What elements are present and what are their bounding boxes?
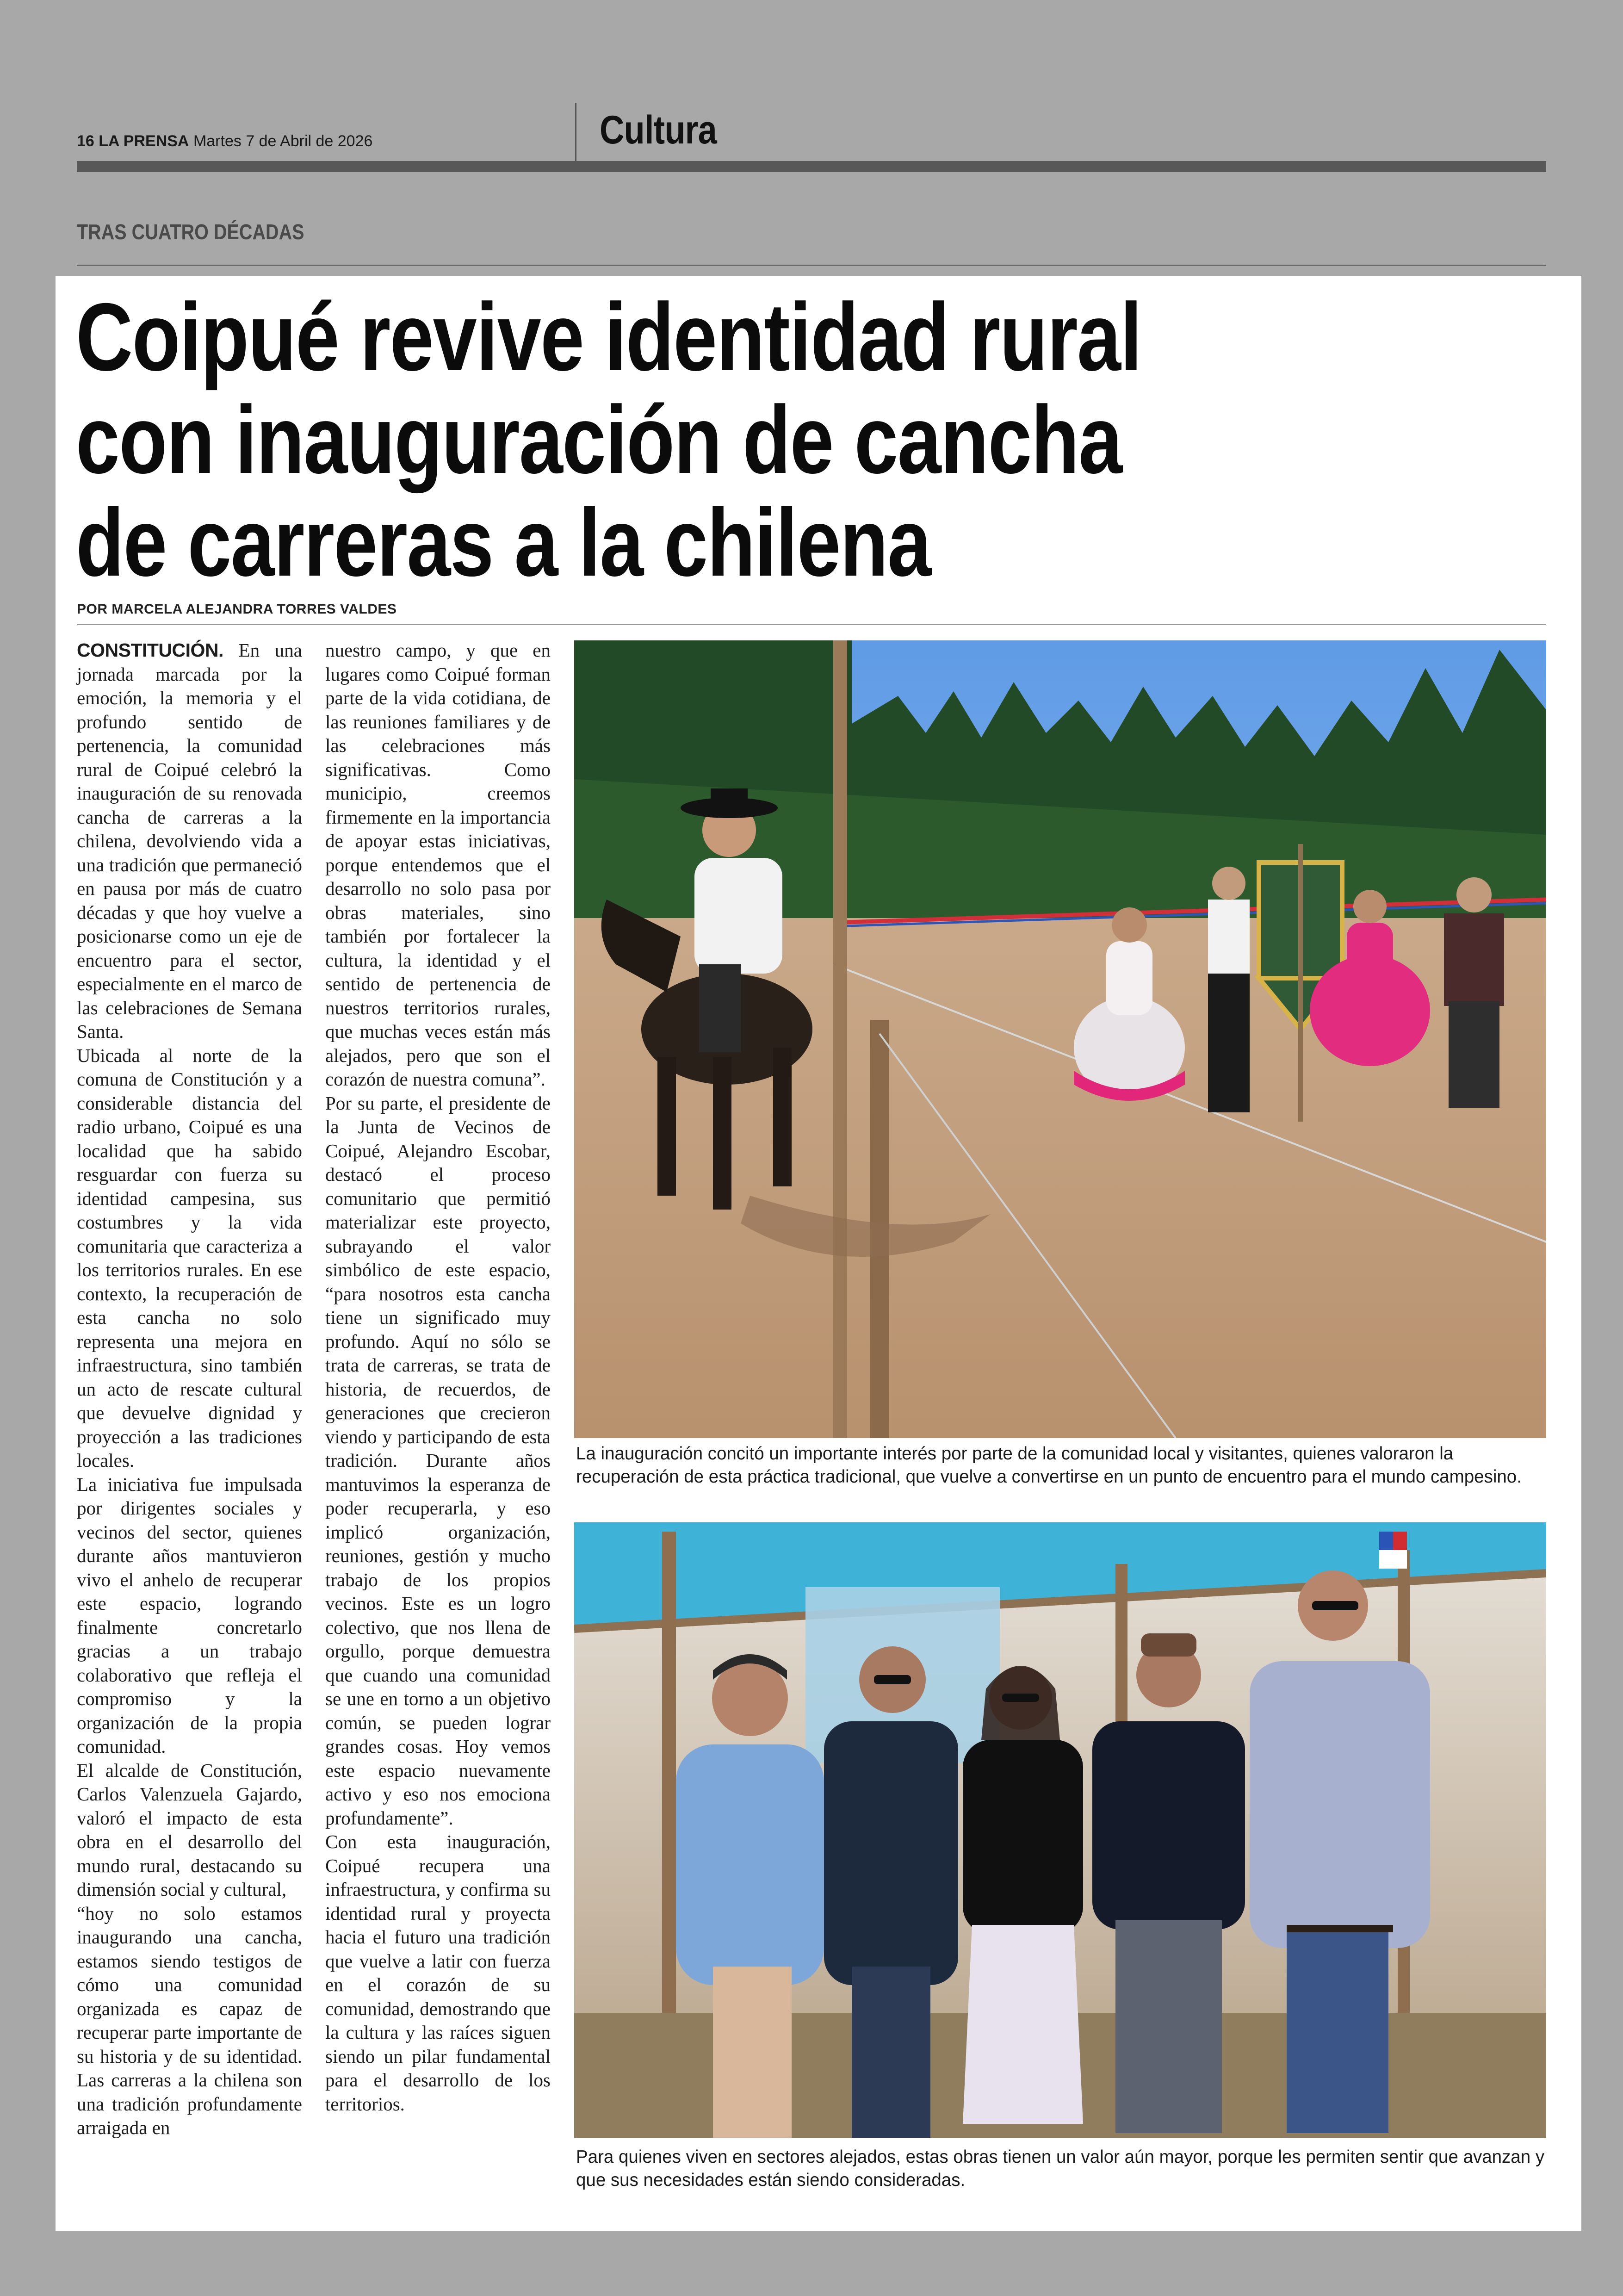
issue-date: Martes 7 de Abril de 2026 [193,132,373,150]
publication-name: LA PRENSA [99,132,189,150]
dateline: CONSTITUCIÓN. [77,639,223,661]
page-header-left [77,132,372,150]
headline-line: con inauguración de cancha [76,386,1122,494]
byline-rule [77,624,1546,625]
header-divider [575,103,576,162]
photo-caption: La inauguración concitó un importante interés por parte de la comunidad local y visitantes, quienes valoraron la recuperación de esta práctica tradicional, que vuelve a convertirse en un punto de encuentro para el mundo campesino. [576,1444,1522,1487]
headline-line: Coipué revive identidad rural [76,284,1141,391]
body-paragraph: Ubicada al norte de la comuna de Constitución y a considerable distancia del radio urbano, Coipué es una localidad que ha sabido resguardar con fuerza su identidad campesina, sus costumbres y la vida comunitaria que caracteriza a los territorios rurales. En ese contexto, la recuperación de esta cancha no solo representa una mejora en infraestructura, sino también un acto de rescate cultural que devuelve dignidad y proyección a las tradiciones locales. [77,1044,302,1471]
body-paragraph: Por su parte, el presidente de la Junta de Vecinos de Coipué, Alejandro Escobar, destacó el proceso comunitario que permitió materializar este proyecto, subrayando el valor simbólico de este espacio, “para nosotros esta cancha tiene un significado muy profundo. Aquí no sólo se trata de carreras, se trata de historia, de recuerdos, de generaciones que crecieron viendo y participando de esta tradición. Durante años mantuvimos la esperanza de poder recuperarla, y eso implicó organización, reuniones, gestión y mucho trabajo de los propios vecinos. Este es un logro colectivo, que nos llena de orgullo, porque demuestra que cuando una comunidad se une en torno a un objetivo común, se pueden lograr grandes cosas. Hoy vemos este espacio nuevamente activo y eso nos emociona profundamente”. [325,1092,551,1829]
kicker-rule [77,265,1546,266]
page-number: 16 [77,132,94,150]
body-paragraph: CONSTITUCIÓN. En una jornada marcada por la emoción, la memoria y el profundo sentido de pertenencia, la comunidad rural de Coipué celebró la inauguración de su renovada cancha de carreras a la chilena, devolviendo vida a una tradición que permaneció en pausa por más de cuatro décadas y que hoy vuelve a posicionarse como un eje de encuentro para el sector, especialmente en el marco de las celebraciones de Semana Santa. [77,639,302,1042]
photo-caption: Para quienes viven en sectores alejados, estas obras tienen un valor aún mayor, porque les permiten sentir que avanzan y que sus necesidades están siendo consideradas. [576,2147,1545,2190]
text-column-1 [77,639,302,2140]
body-paragraph: La iniciativa fue impulsada por dirigentes sociales y vecinos del sector, quienes durante años mantuvieron vivo el anhelo de recuperar este espacio, logrando finalmente concretarlo gracias a un trabajo colaborativo que refleja el compromiso y la organización de la propia comunidad. [77,1473,302,1757]
body-paragraph: El alcalde de Constitución, Carlos Valenzuela Gajardo, valoró el impacto de esta obra en el desarrollo del mundo rural, destacando su dimensión social y cultural, [77,1759,302,1900]
body-paragraph: nuestro campo, y que en lugares como Coipué forman parte de la vida cotidiana, de las reuniones familiares y de las celebraciones más significativas. Como municipio, creemos firmemente en la importancia de apoyar estas iniciativas, porque entendemos que el desarrollo no solo pasa por obras materiales, sino también por fortalecer la cultura, la identidad y el sentido de pertenencia de nuestros territorios rurales, que muchas veces están más alejados, pero que son el corazón de nuestra comuna”. [325,639,551,1090]
headline-line: de carreras a la chilena [76,489,931,596]
article-headline [76,286,1176,594]
section-name: Cultura [600,108,717,152]
text-column-2 [325,639,551,2116]
body-paragraph: “hoy no solo estamos inaugurando una cancha, estamos siendo testigos de cómo una comunidad organizada es capaz de recuperar parte importante de su historia y de su identidad. Las carreras a la chilena son una tradición profundamente arraigada en [77,1902,302,2138]
body-paragraph: Con esta inauguración, Coipué recupera una infraestructura, y confirma su identidad rural y proyecta hacia el futuro una tradición que vuelve a latir con fuerza en el corazón de su comunidad, demostrando que la cultura y las raíces siguen siendo un pilar fundamental para el desarrollo de los territorios. [325,1831,551,2115]
photo-group-authorities [574,1522,1546,2138]
article-kicker: TRAS CUATRO DÉCADAS [77,220,304,244]
photo-inauguration-track [574,640,1546,1438]
header-bar [77,161,1546,172]
article-byline: POR MARCELA ALEJANDRA TORRES VALDES [77,602,397,617]
